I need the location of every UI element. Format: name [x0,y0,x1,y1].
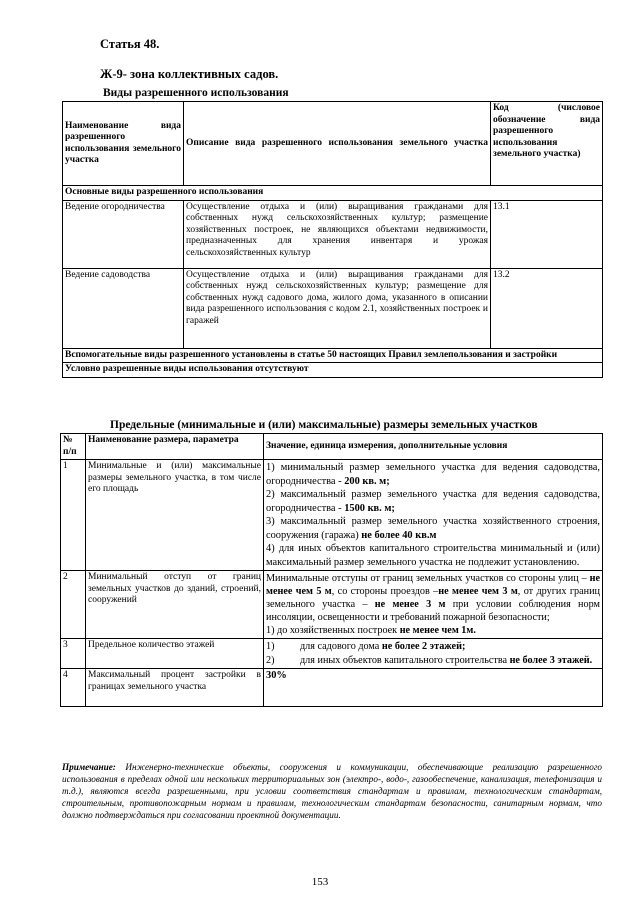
conditional-uses: Условно разрешенные виды использования отсутствуют [63,363,603,378]
use-description: Осуществление отдыха и (или) выращивания гражданами для собственных нужд сельскохозяйственных культур; размещение для собственных нужд садового дома, жилого дома, указанного в описании вида разрешенного использования с кодом 2.1, хозяйственных построек и гаражей [184,268,491,348]
row-value: 30% [264,669,603,707]
article-number: Статья 48. [100,37,160,51]
header-name: Наименование вида разрешенного использования земельного участка [63,102,184,186]
row-num: 2 [61,571,86,639]
header-num: № п/п [61,434,86,460]
section-main-uses: Основные виды разрешенного использования [63,186,603,201]
row-param: Минимальные и (или) максимальные размеры земельного участка, в том числе его площадь [86,460,264,571]
row-num: 1 [61,460,86,571]
table2-caption: Предельные (минимальные и (или) максимальные) размеры земельных участков [110,419,538,431]
use-name: Ведение огородничества [63,200,184,268]
row-num: 3 [61,639,86,669]
table-row [63,200,603,268]
auxiliary-uses: Вспомогательные виды разрешенного установлены в статье 50 настоящих Правил землепользования и застройки [63,348,603,363]
use-name: Ведение садоводства [63,268,184,348]
zone-title: Ж-9- зона коллективных садов. [100,67,279,81]
page-number: 153 [311,876,329,888]
row-param: Предельное количество этажей [86,639,264,669]
row-param: Максимальный процент застройки в границах земельного участка [86,669,264,707]
size-limits-table [60,433,603,707]
header-value: Значение, единица измерения, дополнительные условия [264,434,603,460]
row-value: 1) для садового дома не более 2 этажей; 2) для иных объектов капитального строительства не более 3 этажей. [264,639,603,669]
row-num: 4 [61,669,86,707]
header-param: Наименование размера, параметра [86,434,264,460]
note: Примечание: Инженерно-технические объекты, сооружения и коммуникации, обеспечивающие реализацию разрешенного использования в пределах одной или нескольких территориальных зон (электро-, водо-, газообеспечение, канализация, телефонизация и т.д.), являются всегда разрешенными, при условии соответствия стандартам и правилам, технологическим стандартам, строительным, противопожарным нормам и правилам, технологическим стандартам безопасности, санитарным нормам, что должно подтверждаться при согласовании проектной документации. [62,762,602,820]
table-row [61,460,603,571]
table-row [61,571,603,639]
row-param: Минимальный отступ от границ земельных участков до зданий, строений, сооружений [86,571,264,639]
table-row [63,268,603,348]
table-row [61,669,603,707]
header-description: Описание вида разрешенного использования земельного участка [184,102,491,186]
row-value: 1) минимальный размер земельного участка для ведения садоводства, огородничества - 200 кв. м; 2) максимальный размер земельного участка для ведения садоводства, огородничества - 1500 кв. м; 3) максимальный размер земельного участка хозяйственного строения, сооружения (гаража) не более 40 кв.м 4) для иных объектов капитального строительства минимальный и (или) максимальный размер земельного участка не подлежит установлению. [264,460,603,571]
header-code: Код (числовое обозначение вида разрешенного использования земельного участка) [491,102,603,186]
permitted-uses-table [62,101,603,378]
use-code: 13.1 [491,200,603,268]
use-code: 13.2 [491,268,603,348]
table1-caption: Виды разрешенного использования [103,87,289,99]
row-value: Минимальные отступы от границ земельных участков со стороны улиц – не менее чем 5 м, со стороны проездов –не менее чем 3 м, от других границ земельного участка – не менее 3 м при условии соблюдения норм инсоляции, освещенности и требований пожарной безопасности; 1) до хозяйственных построек не менее чем 1м. [264,571,603,639]
use-description: Осуществление отдыха и (или) выращивания гражданами для собственных нужд сельскохозяйственных культур; размещение хозяйственных построек, не являющихся объектами недвижимости, предназначенных для хранения инвентаря и урожая сельскохозяйственных культур [184,200,491,268]
table-row [61,639,603,669]
